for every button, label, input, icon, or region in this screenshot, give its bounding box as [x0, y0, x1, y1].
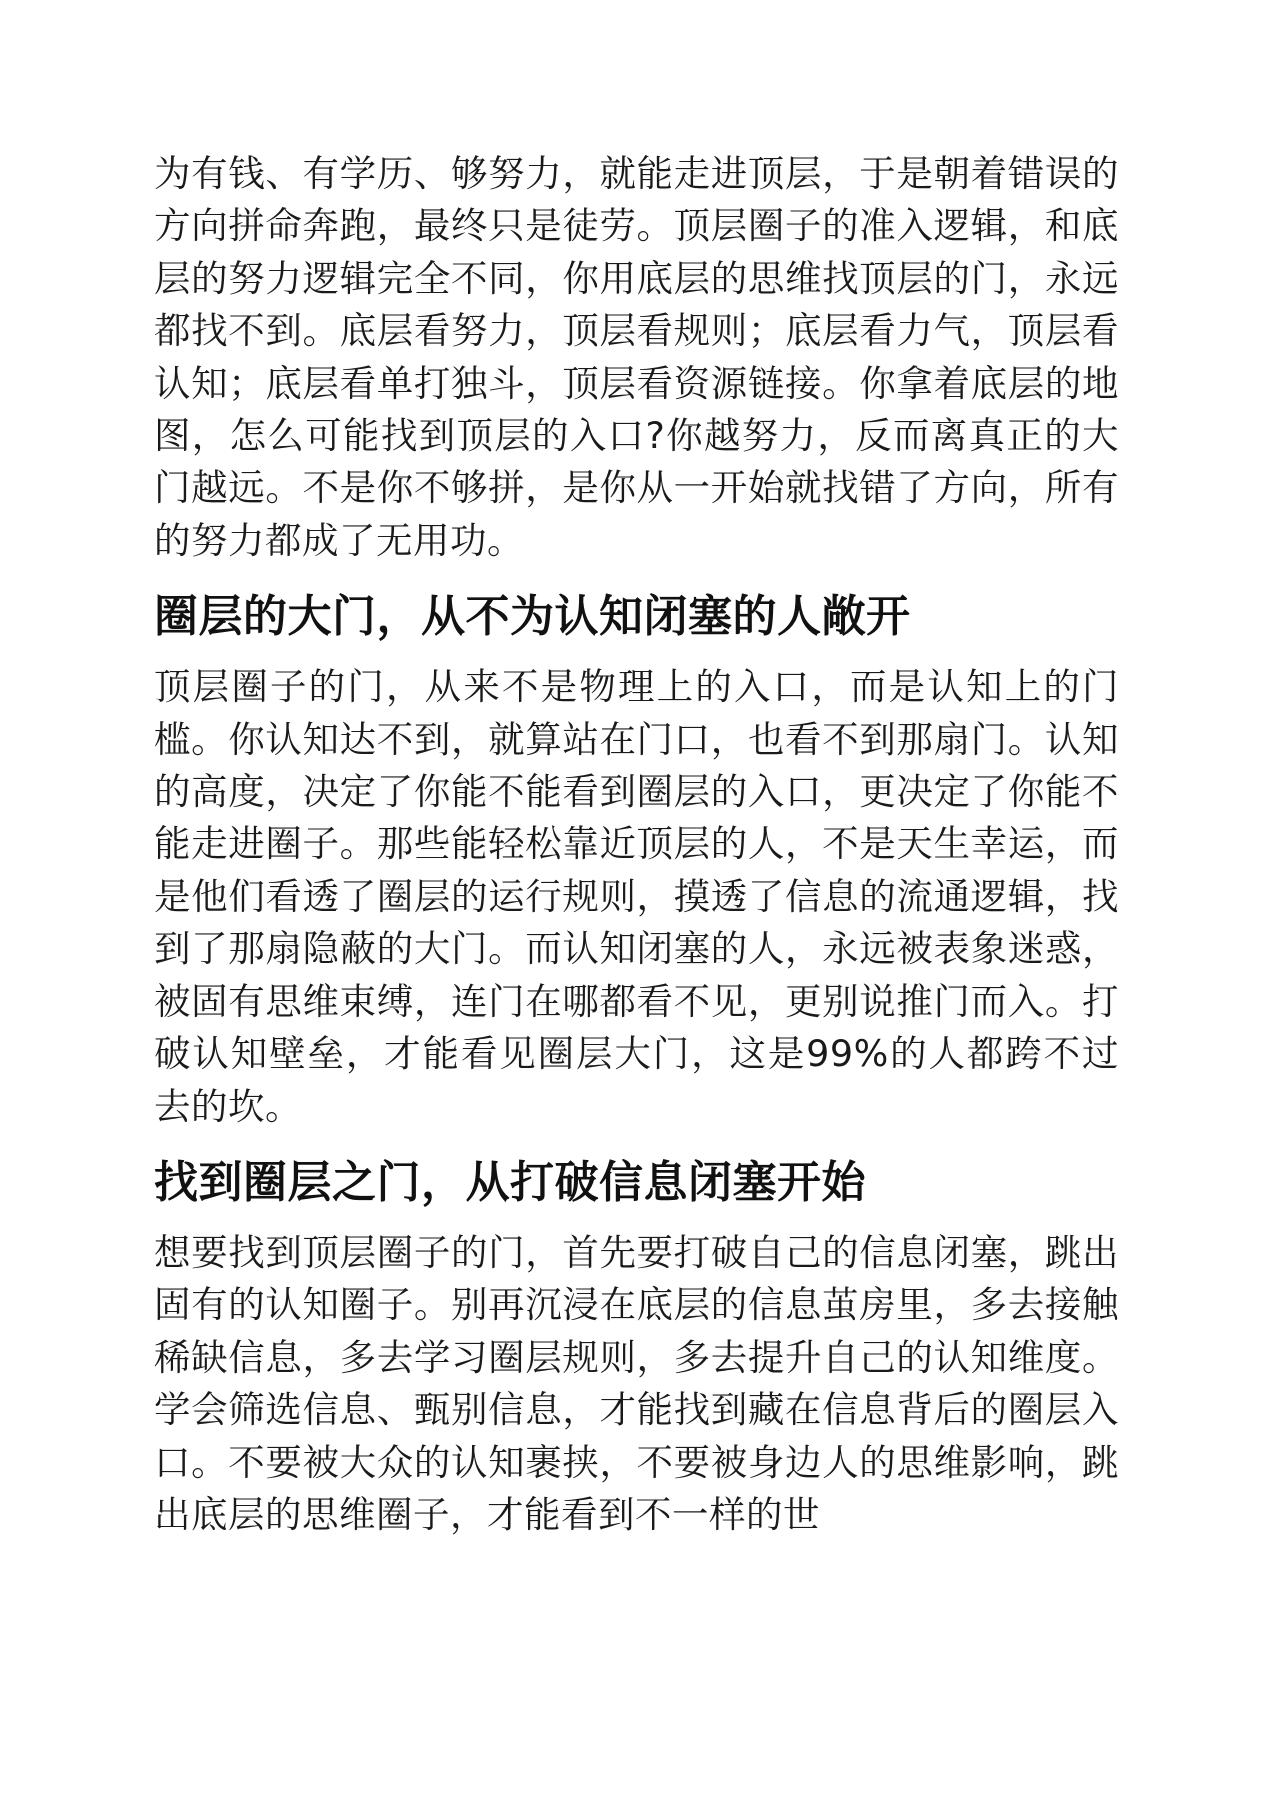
section-heading: 圈层的大门，从不为认知闭塞的人敞开 — [154, 591, 911, 643]
body-paragraph: 顶层圈子的门，从来不是物理上的入口，而是认知上的门槛。你认知达不到，就算站在门口，也看不到那扇门。认知的高度，决定了你能不能看到圈层的入口，更决定了你能不能走进圈子。那些能轻松靠近顶层的人，不是天生幸运，而是他们看透了圈层的运行规则，摸透了信息的流通逻辑，找到了那扇隐蔽的大门。而认知闭塞的人，永远被表象迷惑，被固有思维束缚，连门在哪都看不见，更别说推门而入。打破认知壁垒，才能看见圈层大门，这是99%的人都跨不过去的坎。 — [154, 665, 1119, 1128]
body-paragraph: 为有钱、有学历、够努力，就能走进顶层，于是朝着错误的方向拼命奔跑，最终只是徒劳。顶层圈子的准入逻辑，和底层的努力逻辑完全不同，你用底层的思维找顶层的门，永远都找不到。底层看努力，顶层看规则；底层看力气，顶层看认知；底层看单打独斗，顶层看资源链接。你拿着底层的地图，怎么可能找到顶层的入口?你越努力，反而离真正的大门越远。不是你不够拼，是你从一开始就找错了方向，所有的努力都成了无用功。 — [154, 152, 1119, 562]
body-paragraph: 想要找到顶层圈子的门，首先要打破自己的信息闭塞，跳出固有的认知圈子。别再沉浸在底层的信息茧房里，多去接触稀缺信息，多去学习圈层规则，多去提升自己的认知维度。学会筛选信息、甄别信息，才能找到藏在信息背后的圈层入口。不要被大众的认知裹挟，不要被身边人的思维影响，跳出底层的思维圈子，才能看到不一样的世 — [154, 1230, 1119, 1536]
section-heading: 找到圈层之门，从打破信息闭塞开始 — [154, 1156, 866, 1208]
document-page — [154, 148, 1119, 1541]
